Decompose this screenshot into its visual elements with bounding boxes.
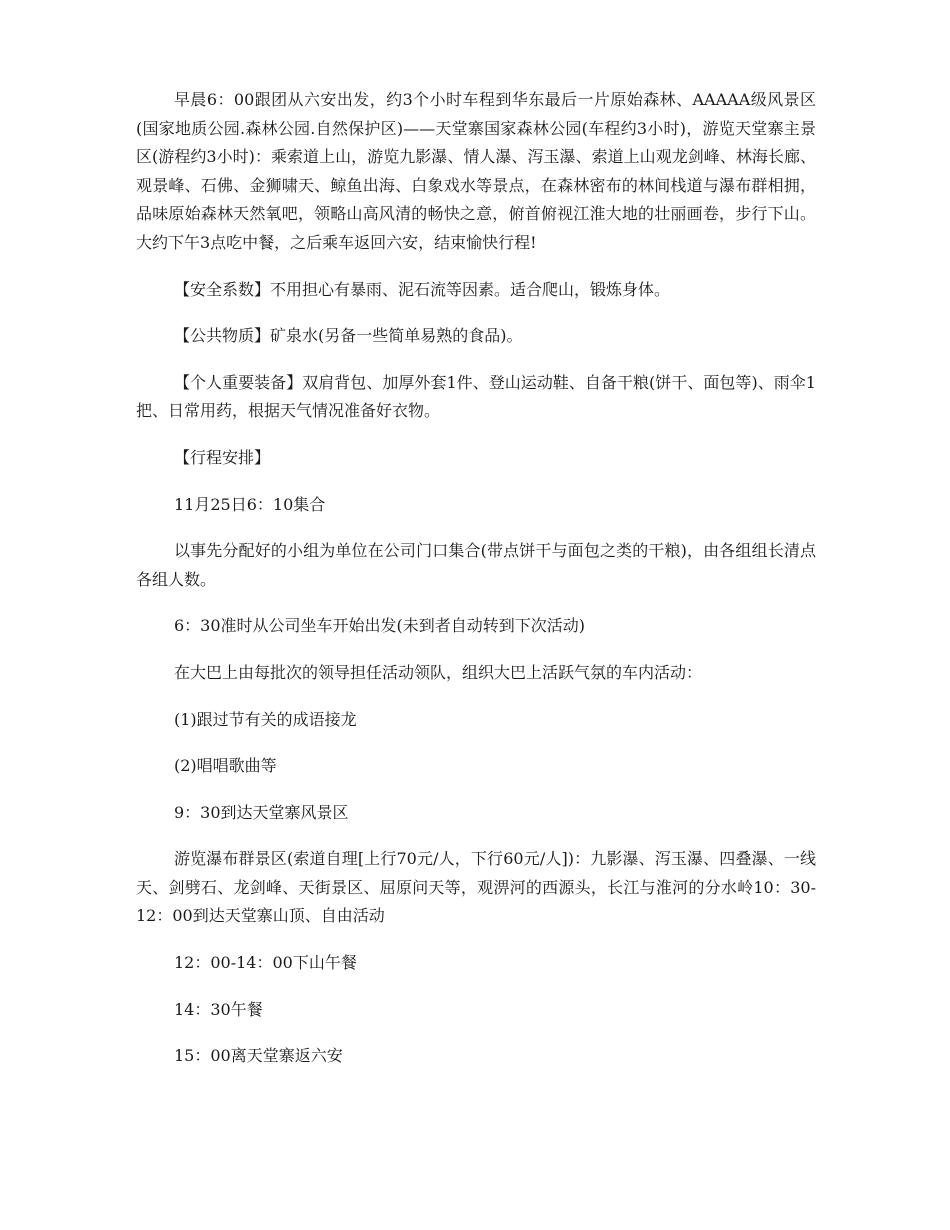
document-body [136, 86, 816, 1089]
paragraph-personal-equipment: 【个人重要装备】双肩背包、加厚外套1件、登山运动鞋、自备干粮(饼干、面包等)、雨伞1把、日常用药，根据天气情况准备好衣物。 [136, 372, 816, 421]
paragraph-gathering-details: 以事先分配好的小组为单位在公司门口集合(带点饼干与面包之类的干粮)，由各组组长清点各组人数。 [136, 541, 816, 589]
schedule-item-departure: 6：30准时从公司坐车开始出发(未到者自动转到下次活动) [174, 616, 586, 636]
section-heading-schedule: 【行程安排】 [174, 447, 271, 467]
schedule-item-lunch: 14：30午餐 [174, 999, 263, 1019]
paragraph-public-supplies: 【公共物质】矿泉水(另备一些简单易熟的食品)。 [174, 326, 523, 346]
schedule-item-gathering: 11月25日6：10集合 [174, 494, 326, 514]
paragraph-bus-activities: 在大巴上由每批次的领导担任活动领队，组织大巴上活跃气氛的车内活动： [174, 662, 703, 682]
list-item-singing: (2)唱唱歌曲等 [174, 756, 277, 776]
schedule-item-descend-lunch: 12：00-14：00下山午餐 [174, 953, 357, 973]
list-item-idiom-game: (1)跟过节有关的成语接龙 [174, 709, 357, 729]
schedule-item-return: 15：00离天堂寨返六安 [174, 1046, 343, 1066]
schedule-item-arrival: 9：30到达天堂寨风景区 [174, 802, 349, 822]
paragraph-waterfall-tour: 游览瀑布群景区(索道自理[上行70元/人，下行60元/人])：九影瀑、泻玉瀑、四叠瀑、一线天、剑劈石、龙剑峰、天街景区、屈原问天等，观淠河的西源头，长江与淮河的分水岭10：30-12：00到达天堂寨山顶、自由活动 [136, 849, 816, 926]
paragraph-itinerary-overview: 早晨6：00跟团从六安出发，约3个小时车程到华东最后一片原始森林、AAAAA级风景区(国家地质公园.森林公园.自然保护区)——天堂寨国家森林公园(车程约3小时)，游览天堂寨主景区(游程约3小时)：乘索道上山，游览九影瀑、情人瀑、泻玉瀑、索道上山观龙剑峰、林海长廊、观景峰、石佛、金狮啸天、鲸鱼出海、白象戏水等景点，在森林密布的林间栈道与瀑布群相拥，品味原始森林天然氧吧，领略山高风清的畅快之意，俯首俯视江淮大地的壮丽画卷，步行下山。大约下午3点吃中餐，之后乘车返回六安，结束愉快行程! [136, 90, 816, 252]
paragraph-safety: 【安全系数】不用担心有暴雨、泥石流等因素。适合爬山，锻炼身体。 [174, 279, 671, 299]
